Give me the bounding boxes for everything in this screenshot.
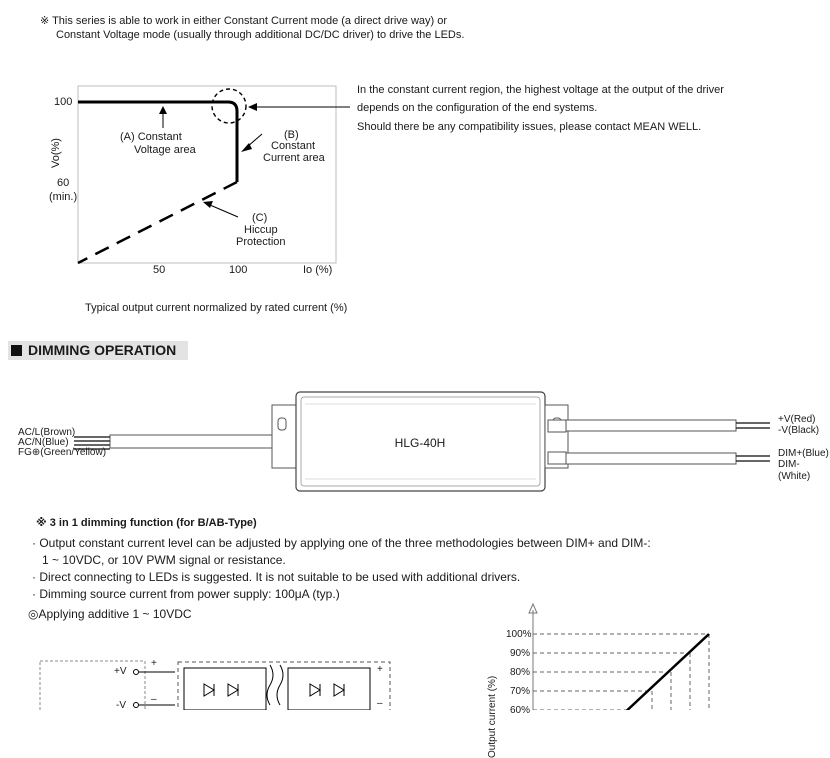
x-axis-label: Io (%) (303, 264, 333, 276)
dim-y-label: Output current (%) (487, 675, 498, 758)
circuit-minus-right: – (377, 698, 383, 709)
applying-label: ◎Applying additive 1 ~ 10VDC (28, 607, 192, 621)
label-b-line2: Constant (271, 140, 316, 152)
ac-l-label: AC/L(Brown) (18, 427, 76, 438)
cc-note-line1: In the constant current region, the highest voltage at the output of the driver (357, 84, 724, 96)
y-tick-100: 100 (54, 96, 73, 108)
function-title: ※ 3 in 1 dimming function (for B/AB-Type) (36, 517, 257, 529)
bullet1-line1: · Output constant current level can be adjusted by applying one of the three methodologies between DIM+ and DIM-: (32, 536, 651, 550)
driver-model-label: HLG-40H (394, 436, 446, 450)
cc-note-line2: depends on the configuration of the end systems. (357, 102, 598, 114)
v-neg-label: -V(Black) (778, 425, 820, 436)
ac-n-label: AC/N(Blue) (18, 437, 69, 448)
dim-pos-label: DIM+(Blue) (778, 448, 829, 459)
dim-tick-90: 90% (510, 648, 531, 659)
dim-tick-80: 80% (510, 667, 531, 678)
vi-graph-caption: Typical output current normalized by rated current (%) (85, 302, 348, 314)
dim-tick-70: 70% (510, 686, 531, 697)
bullet1-line2: 1 ~ 10VDC, or 10V PWM signal or resistance. (42, 553, 286, 567)
label-c-line3: Protection (236, 236, 286, 248)
dim-tick-100: 100% (506, 629, 532, 640)
circuit-v-pos: +V (114, 666, 127, 677)
circuit-plus-right: + (377, 664, 383, 675)
bullet2: · Direct connecting to LEDs is suggested. It is not suitable to be used with additional drivers. (32, 570, 521, 584)
fg-label: FG⊕(Green/Yellow) (18, 447, 107, 458)
series-note-line1: ※ This series is able to work in either Constant Current mode (a direct drive way) or (40, 15, 448, 27)
label-c-line1: (C) (252, 212, 268, 224)
y-tick-60: 60 (57, 177, 70, 189)
x-tick-50: 50 (153, 264, 166, 276)
label-a-line1: (A) Constant (120, 131, 182, 143)
v-pos-label: +V(Red) (778, 414, 816, 425)
label-b-line3: Current area (263, 152, 325, 164)
section-title: DIMMING OPERATION (28, 342, 177, 358)
circuit-v-neg: -V (116, 700, 126, 711)
label-c-line2: Hiccup (244, 224, 278, 236)
series-note-line2: Constant Voltage mode (usually through additional DC/DC driver) to drive the LEDs. (56, 29, 465, 41)
dim-neg-label: DIM-(White) (778, 459, 811, 482)
label-a-line2: Voltage area (134, 144, 196, 156)
label-b-line1: (B) (284, 129, 299, 141)
y-axis-label: Vo(%) (50, 138, 62, 168)
y-tick-60-sub: (min.) (49, 191, 78, 203)
bullet3: · Dimming source current from power supply: 100μA (typ.) (32, 587, 340, 601)
cc-note-line3: Should there be any compatibility issues, please contact MEAN WELL. (357, 121, 702, 133)
circuit-plus-left: + (151, 658, 157, 669)
dim-tick-60: 60% (510, 705, 531, 716)
circuit-minus-left: – (151, 694, 157, 705)
x-tick-100: 100 (229, 264, 248, 276)
